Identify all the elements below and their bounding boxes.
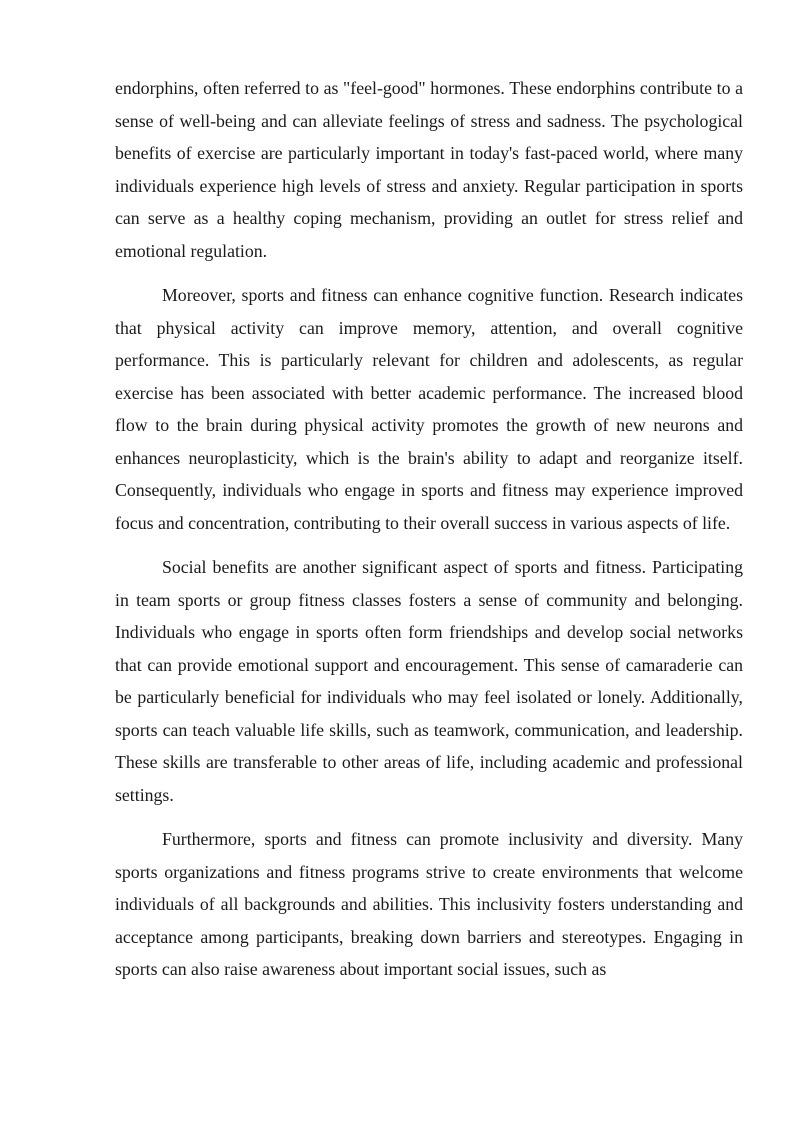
- document-body: [115, 72, 743, 998]
- paragraph-endorphins: endorphins, often referred to as "feel-good" hormones. These endorphins contribute to a sense of well-being and can alleviate feelings of stress and sadness. The psychological benefits of exercise are particularly important in today's fast-paced world, where many individuals experience high levels of stress and anxiety. Regular participation in sports can serve as a healthy coping mechanism, providing an outlet for stress relief and emotional regulation.: [115, 78, 743, 261]
- paragraph-inclusivity: Furthermore, sports and fitness can promote inclusivity and diversity. Many sports organizations and fitness programs strive to create environments that welcome individuals of all backgrounds and abilities. This inclusivity fosters understanding and acceptance among participants, breaking down barriers and stereotypes. Engaging in sports can also raise awareness about important social issues, such as: [115, 829, 743, 979]
- paragraph-social-benefits: Social benefits are another significant aspect of sports and fitness. Participating in team sports or group fitness classes fosters a sense of community and belonging. Individuals who engage in sports often form friendships and develop social networks that can provide emotional support and encouragement. This sense of camaraderie can be particularly beneficial for individuals who may feel isolated or lonely. Additionally, sports can teach valuable life skills, such as teamwork, communication, and leadership. These skills are transferable to other areas of life, including academic and professional settings.: [115, 557, 743, 805]
- paragraph-cognitive-function: Moreover, sports and fitness can enhance cognitive function. Research indicates that physical activity can improve memory, attention, and overall cognitive performance. This is particularly relevant for children and adolescents, as regular exercise has been associated with better academic performance. The increased blood flow to the brain during physical activity promotes the growth of new neurons and enhances neuroplasticity, which is the brain's ability to adapt and reorganize itself. Consequently, individuals who engage in sports and fitness may experience improved focus and concentration, contributing to their overall success in various aspects of life.: [115, 285, 743, 533]
